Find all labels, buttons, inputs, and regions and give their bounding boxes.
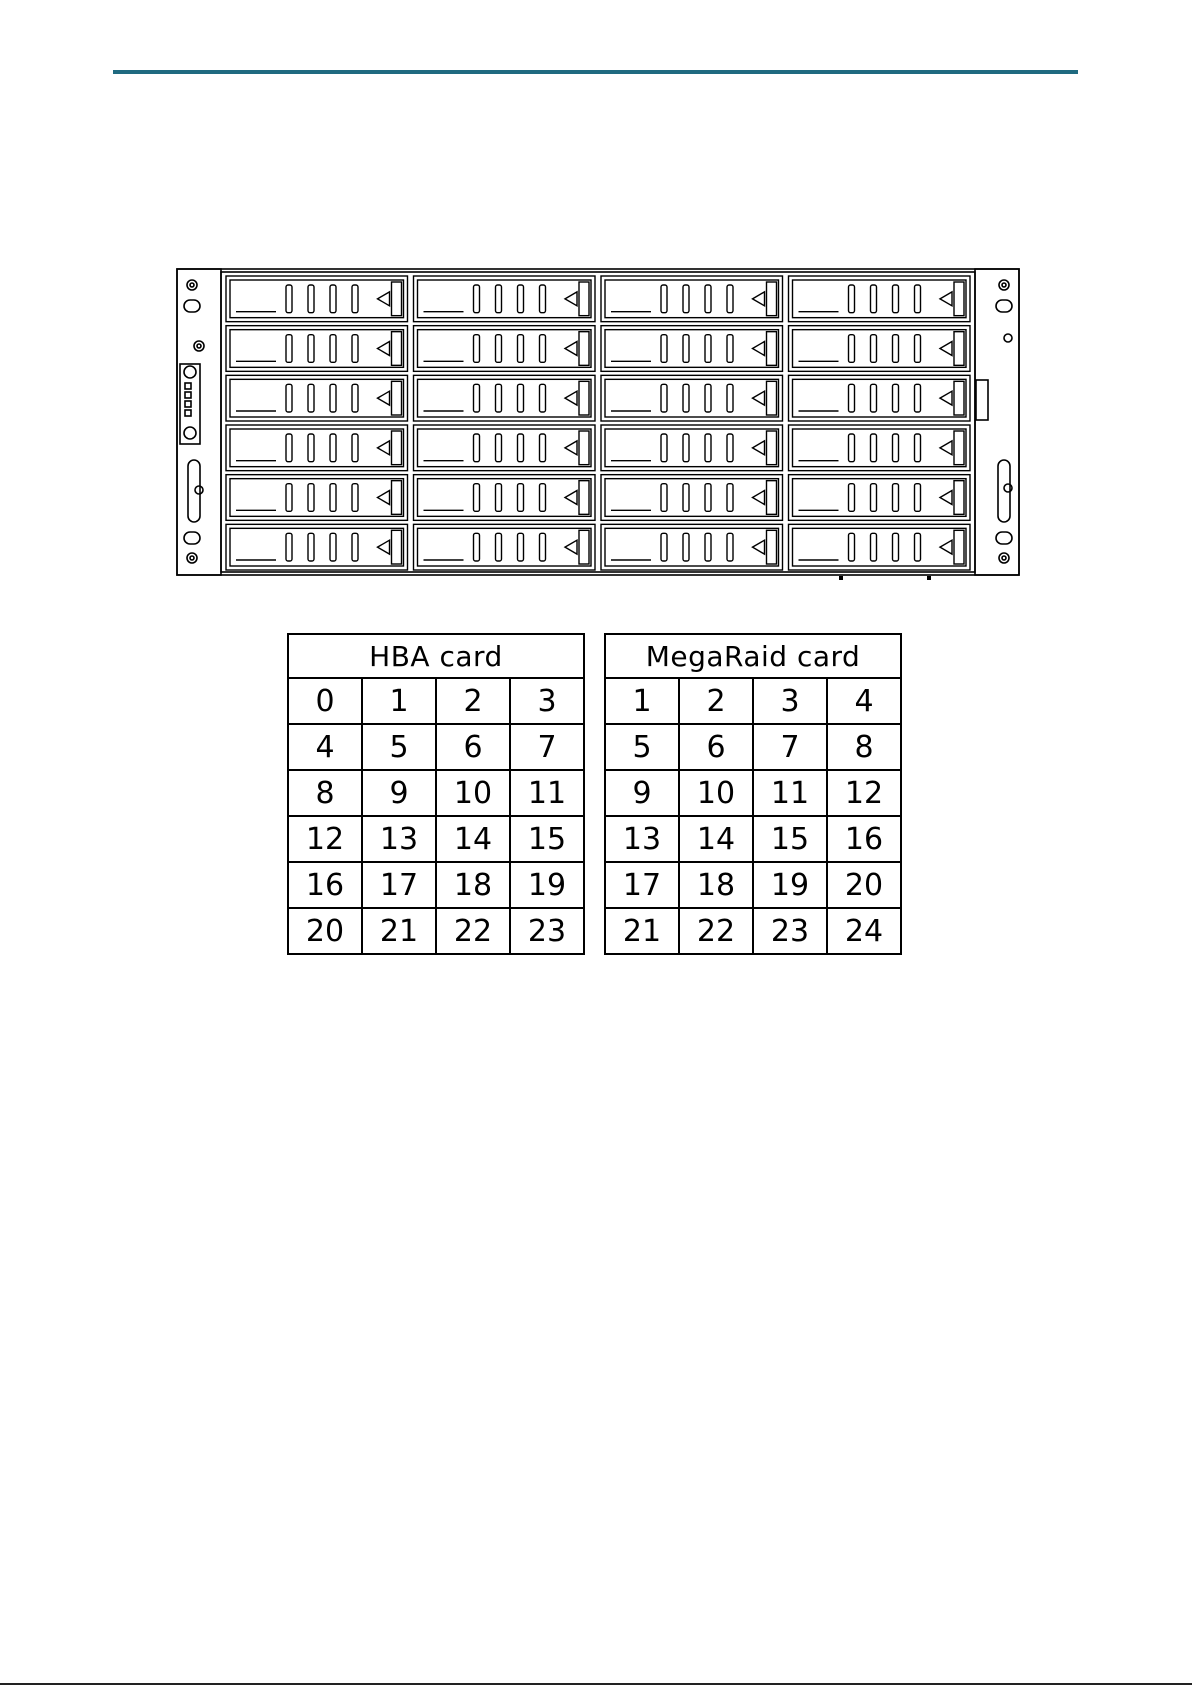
drive-slot-number: 22	[679, 908, 753, 954]
table-row	[288, 770, 584, 816]
drive-bay	[414, 375, 596, 421]
table-row	[605, 678, 901, 724]
drive-slot-number: 14	[436, 816, 510, 862]
drive-slot-number: 4	[827, 678, 901, 724]
drive-slot-number: 2	[679, 678, 753, 724]
drive-slot-number: 14	[679, 816, 753, 862]
drive-slot-number: 12	[288, 816, 362, 862]
drive-bay	[226, 276, 408, 322]
drive-bay	[226, 524, 408, 570]
drive-slot-number: 8	[827, 724, 901, 770]
hba-card-table	[287, 633, 585, 955]
table-row	[288, 724, 584, 770]
drive-slot-number: 2	[436, 678, 510, 724]
drive-slot-number: 3	[753, 678, 827, 724]
header-rule	[113, 70, 1078, 74]
megaraid-card-title: MegaRaid card	[605, 634, 901, 678]
drive-slot-number: 17	[362, 862, 436, 908]
drive-slot-number: 23	[510, 908, 584, 954]
drive-slot-number: 16	[288, 862, 362, 908]
drive-slot-number: 15	[753, 816, 827, 862]
drive-bay	[601, 425, 783, 471]
drive-slot-number: 10	[679, 770, 753, 816]
drive-slot-number: 5	[605, 724, 679, 770]
drive-slot-number: 16	[827, 816, 901, 862]
drive-bay	[226, 375, 408, 421]
drive-slot-number: 0	[288, 678, 362, 724]
table-row	[605, 724, 901, 770]
drive-slot-number: 18	[436, 862, 510, 908]
drive-bay	[414, 475, 596, 521]
drive-slot-number: 24	[827, 908, 901, 954]
drive-bay	[601, 524, 783, 570]
table-row	[288, 862, 584, 908]
drive-bay	[601, 375, 783, 421]
drive-slot-number: 13	[362, 816, 436, 862]
table-row	[605, 770, 901, 816]
drive-bay	[414, 326, 596, 372]
storage-chassis-front-view	[176, 268, 1020, 588]
hba-card-body	[288, 678, 584, 954]
drive-bay	[789, 326, 971, 372]
drive-slot-number: 23	[753, 908, 827, 954]
drive-slot-number: 11	[510, 770, 584, 816]
drive-slot-number: 7	[510, 724, 584, 770]
drive-bay	[226, 425, 408, 471]
drive-bay	[789, 475, 971, 521]
drive-bay	[226, 475, 408, 521]
drive-slot-number: 15	[510, 816, 584, 862]
drive-slot-number: 20	[827, 862, 901, 908]
drive-slot-number: 21	[605, 908, 679, 954]
table-row	[288, 816, 584, 862]
drive-bay	[414, 524, 596, 570]
drive-slot-number: 8	[288, 770, 362, 816]
drive-slot-number: 12	[827, 770, 901, 816]
drive-slot-number: 9	[362, 770, 436, 816]
drive-slot-number: 10	[436, 770, 510, 816]
drive-slot-number: 9	[605, 770, 679, 816]
table-row	[288, 908, 584, 954]
drive-slot-number: 1	[362, 678, 436, 724]
drive-bay	[789, 524, 971, 570]
drive-slot-number: 19	[753, 862, 827, 908]
drive-bay	[789, 276, 971, 322]
drive-slot-number: 6	[436, 724, 510, 770]
drive-slot-number: 17	[605, 862, 679, 908]
drive-bay	[601, 276, 783, 322]
drive-bay	[789, 375, 971, 421]
drive-slot-number: 7	[753, 724, 827, 770]
drive-slot-number: 5	[362, 724, 436, 770]
drive-slot-number: 18	[679, 862, 753, 908]
drive-slot-number: 1	[605, 678, 679, 724]
drive-bay	[601, 326, 783, 372]
drive-slot-number: 6	[679, 724, 753, 770]
drive-bay	[414, 276, 596, 322]
drive-bay	[226, 326, 408, 372]
drive-slot-number: 20	[288, 908, 362, 954]
table-row	[605, 862, 901, 908]
drive-bay	[789, 425, 971, 471]
hba-card-title: HBA card	[288, 634, 584, 678]
drive-slot-number: 19	[510, 862, 584, 908]
drive-slot-number: 13	[605, 816, 679, 862]
drive-slot-number: 21	[362, 908, 436, 954]
drive-slot-number: 3	[510, 678, 584, 724]
drive-slot-number: 11	[753, 770, 827, 816]
table-row	[288, 678, 584, 724]
drive-bay	[414, 425, 596, 471]
megaraid-card-table	[604, 633, 902, 955]
drive-slot-number: 4	[288, 724, 362, 770]
table-row	[605, 816, 901, 862]
table-row	[605, 908, 901, 954]
drive-bay	[601, 475, 783, 521]
megaraid-card-body	[605, 678, 901, 954]
drive-slot-number: 22	[436, 908, 510, 954]
